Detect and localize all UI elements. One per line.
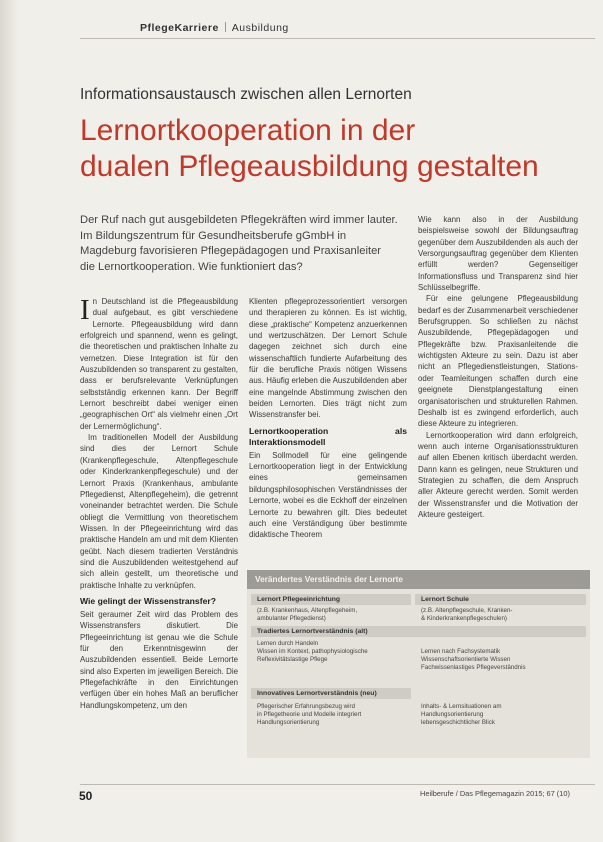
paragraph: Im traditionellen Modell der Ausbildung sind dies der Lernort Schule (Krankenpflegeschule, Altenpflegeschule oder Kinderkrankenpflegeschule) und der Lernort Praxis (Krankenhaus, ambulante Pflegedienst, Altenpflegeheim), die getrennt voneinander betrachtet werden. Die Schule obliegt die Vermittlung von theoretischem Wissen. In der Pflegeeinrichtung wird das praktische Handeln am und mit dem Klienten geübt. Nach diesem tradierten Verständnis sind die Auszubildenden weitestgehend auf sich allein gestellt, um theoretische und praktische Inhalte zu verknüpfen. (80, 433, 238, 590)
title-line-1: Lernortkooperation in der (80, 114, 416, 147)
box-new-left-row: Handlungsorientierung (257, 719, 320, 726)
paragraph: Wie kann also in der Ausbildung beispielsweise sowohl der Bildungsauftrag gegenüber dem Auszubildenden als auch der Versorgungsauftrag gegenüber dem Klienten erfüllt werden? Gegenseitiger Informationsfluss und Transparenz sind hier Schlüsselbegriffe. (418, 215, 578, 293)
section-category: Ausbildung (231, 22, 289, 34)
paragraph: Lernortkooperation wird dann erfolgreich, wenn auch interne Organisationsstrukturen auf allen Ebenen kritisch überdacht werden. Dann kann es gelingen, neue Strukturen und Strategien zu schaffen, die dem Anspruch aller Akteure gerecht werden. Somit werden der Wissenstransfer und die Motivation der Akteure gesteigert. (418, 430, 578, 519)
box-left-row: ambulanter Pflegedienst) (257, 615, 326, 622)
footer-rule (80, 784, 595, 785)
section-heading: Lernortkooperation als Interaktionsmodell (249, 425, 407, 447)
page-gutter-shadow (0, 0, 18, 842)
box-new-left-row: Pflegerischer Erfahrungsbezug wird (257, 703, 356, 710)
box-traditional-header: Tradiertes Lernortverständnis (alt) (251, 626, 586, 637)
section-heading: Wie gelingt der Wissenstransfer? (80, 595, 216, 606)
section-header (140, 22, 289, 34)
paragraph: Ein Sollmodell für eine gelingende Lernortkooperation liegt in der Entwicklung eines gemeinsamen bildungsphilosophischen Verständnisses der Lernorte, wobei es die Eckhoff der einzelnen Lernorte zu bewahren gilt. Dies bedeutet auch eine Verständigung über bestimmte didaktische Theorem (249, 450, 407, 540)
footer-source: Heilberufe / Das Pflegemagazin 2015; 67 (10) (420, 789, 570, 798)
info-box-title-text: Verändertes Verständnis der Lernorte (255, 574, 404, 584)
article-title (80, 113, 600, 185)
header-separator (225, 22, 226, 32)
info-box (247, 570, 590, 758)
box-left-header: Lernort Pflegeeinrichtung (251, 594, 411, 605)
paragraph: Seit geraumer Zeit wird das Problem des Wissenstransfers diskutiert. Die Pflegeeinrichtung ist genau wie die Schule für den Erkenntnisgewinn der Auszubildenden essentiell. Beide Lernorte sind also Experten im jeweiligen Bereich. Die Pflegefachkräfte in den Einrichtungen verfügen über ein hohes Maß an beruflicher Handlungskompetenz, um den (80, 609, 238, 710)
column-1 (80, 296, 238, 711)
section-name: PflegeKarriere (140, 22, 219, 34)
column-3 (418, 214, 578, 520)
info-box-title (247, 570, 590, 589)
box-new-right-row: Handlungsorientierung (421, 711, 484, 718)
paragraph-text: n Deutschland ist die Pflegeausbildung dual aufgebaut, es gibt verschiedene Lernorte. Pflegeausbildung wird dann erfolgreich und spannend, wenn es gelingt, die theoretischen und praktischen Inhalte zu vernetzen. Diese Integration ist für den Auszubildenden so transparent zu gestalten, dass er berufsrelevante Verknüpfungen selbstständig erkennen kann. Der Begriff Lernort beschreibt dabei weniger einen „geographischen Ort“ als vielmehr einen „Ort der Lernermöglichung“. (80, 297, 238, 431)
box-new-header: Innovatives Lernortverständnis (neu) (251, 688, 411, 699)
box-right-row: (z.B. Altenpflegeschule, Kranken- (421, 607, 513, 614)
box-trad-left-row: Wissen im Kontext, pathophysiologische (257, 648, 368, 655)
box-left-row: (z.B. Krankenhaus, Altenpflegeheim, (257, 607, 358, 614)
paragraph: Klienten pflegeprozessorientiert versorgen und therapieren zu können. Es ist wichtig, diese „praktische“ Kompetenz anzuerkennen und wertzuschätzen. Der Lernort Schule dagegen zeichnet sich durch eine wissenschaftlich fundierte Aufarbeitung des für die berufliche Praxis nötigen Wissens aus. Häufig erleben die Auszubildenden aber eine mangelnde Abstimmung zwischen den beiden Lernorten. Dies trägt nicht zum Wissenstransfer bei. (249, 297, 407, 420)
box-trad-right-row: Wissenschaftsorientierte Wissen (421, 656, 511, 663)
column-2 (249, 296, 407, 541)
paragraph (80, 296, 238, 432)
box-trad-left-row: Reflexivitätslastige Pflege (257, 656, 328, 663)
drop-cap: I (80, 294, 90, 326)
box-right-header: Lernort Schule (415, 594, 586, 605)
box-new-left-row: in Pflegetheorie und Modelle integriert (257, 711, 362, 718)
page-number: 50 (79, 789, 93, 803)
box-trad-right-row: Fachwissenlastiges Pflegeverständnis (421, 664, 526, 671)
paragraph: Für eine gelungene Pflegeausbildung bedarf es der Zusammenarbeit verschiedener Berufsgruppen. So schließen zu nächst Auszubildende, Pflegepädagogen und Pflegekräfte bzw. Praxisanleitende die wichtigsten Akteure zu sein. Dazu ist aber nicht an Pflegedienstleistungen, Stations- oder Teamleitungen schaffen durch eine geeignete Dienstplangestaltung einen organisatorischen und strukturellen Rahmen. Deshalb ist es zwingend erforderlich, auch diese Akteure zu integrieren. (418, 294, 578, 429)
article-subtitle: Informationsaustausch zwischen allen Lernorten (80, 86, 412, 103)
article-lead: Der Ruf nach gut ausgebildeten Pflegekräften wird immer lauter. Im Bildungszentrum für Gesundheitsberufe gGmbH in Magdeburg favorisieren Pflegepädagogen und Praxisanleiter die Lernortkooperation. Wie funktioniert das? (80, 214, 398, 273)
header-rule (80, 38, 595, 39)
box-right-row: & Kinderkrankenpflegeschulen) (421, 615, 507, 622)
box-trad-left-row: Lernen durch Handeln (257, 640, 319, 647)
box-new-right-row: lebensgeschichtlicher Blick (421, 719, 495, 726)
title-line-2: dualen Pflegeausbildung gestalten (80, 150, 539, 183)
box-new-right-row: Inhalts- & Lernsituationen am (421, 703, 502, 710)
box-trad-right-row: Lernen nach Fachsystematik (421, 648, 501, 655)
